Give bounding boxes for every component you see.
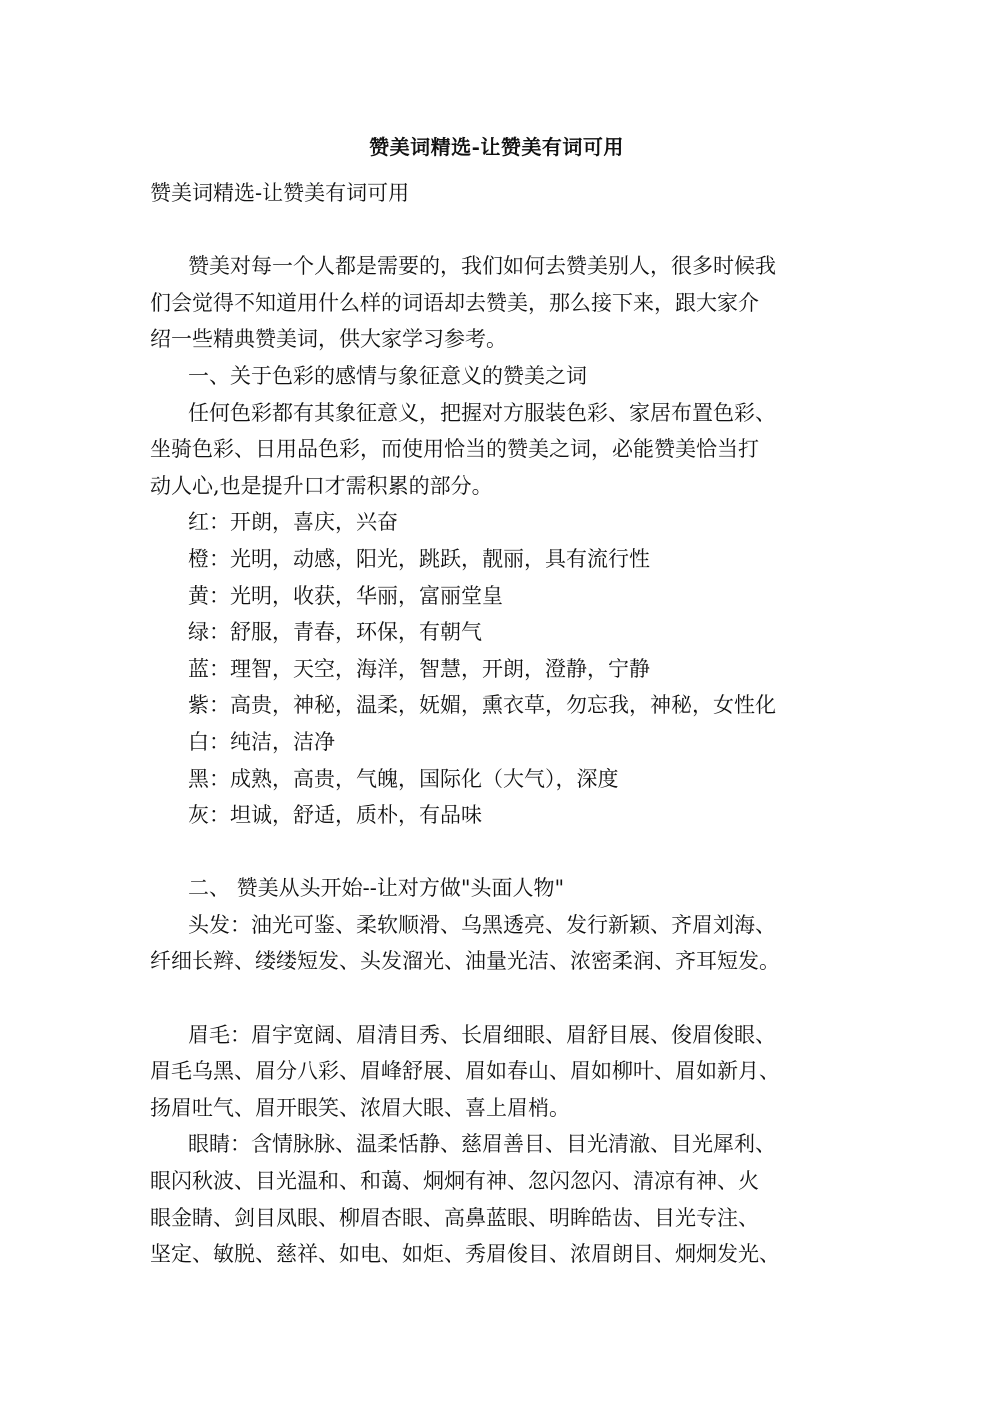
- color-item-purple: 紫：高贵，神秘，温柔，妩媚，熏衣草，勿忘我，神秘，女性化: [188, 693, 776, 718]
- color-item-blue: 蓝：理智，天空，海洋，智慧，开朗，澄静，宁静: [188, 656, 650, 681]
- hair-line: 纤细长辫、缕缕短发、头发溜光、油量光洁、浓密柔润、齐耳短发。: [150, 949, 780, 974]
- color-item-white: 白：纯洁，洁净: [188, 729, 335, 754]
- section1-para-line: 坐骑色彩、日用品色彩，而使用恰当的赞美之词，必能赞美恰当打: [150, 437, 759, 462]
- eyes-line: 坚定、敏脱、慈祥、如电、如炬、秀眉俊目、浓眉朗目、炯炯发光、: [150, 1242, 780, 1267]
- color-item-black: 黑：成熟，高贵，气魄，国际化（大气），深度: [188, 766, 619, 791]
- color-item-yellow: 黄：光明，收获，华丽，富丽堂皇: [188, 583, 503, 608]
- color-item-red: 红：开朗，喜庆，兴奋: [188, 510, 398, 535]
- blank-line: [150, 212, 840, 249]
- section1-para-line: 任何色彩都有其象征意义，把握对方服装色彩、家居布置色彩、: [188, 400, 776, 425]
- hair-line: 头发：油光可鉴、柔软顺滑、乌黑透亮、发行新颖、齐眉刘海、: [188, 912, 776, 937]
- intro-line: 们会觉得不知道用什么样的词语却去赞美，那么接下来，跟大家介: [150, 290, 759, 315]
- color-item-gray: 灰：坦诚，舒适，质朴，有品味: [188, 803, 482, 828]
- document-subtitle: 赞美词精选-让赞美有词可用: [150, 181, 410, 205]
- color-item-green: 绿：舒服，青春，环保，有朝气: [188, 620, 482, 645]
- eyebrows-line: 扬眉吐气、眉开眼笑、浓眉大眼、喜上眉梢。: [150, 1095, 570, 1120]
- eyebrows-line: 眉毛：眉宇宽阔、眉清目秀、长眉细眼、眉舒目展、俊眉俊眼、: [188, 1022, 776, 1047]
- eyes-line: 眼闪秋波、目光温和、和蔼、炯炯有神、忽闪忽闪、清凉有神、火: [150, 1169, 759, 1194]
- section2-heading: 二、 赞美从头开始--让对方做"头面人物": [188, 876, 565, 901]
- blank-line: [150, 834, 840, 871]
- color-item-orange: 橙：光明，动感，阳光，跳跃，靓丽，具有流行性: [188, 546, 650, 571]
- blank-line: [150, 980, 840, 1017]
- eyebrows-line: 眉毛乌黑、眉分八彩、眉峰舒展、眉如春山、眉如柳叶、眉如新月、: [150, 1059, 780, 1084]
- document-title: 赞美词精选-让赞美有词可用: [369, 135, 624, 159]
- intro-line: 绍一些精典赞美词，供大家学习参考。: [150, 327, 507, 352]
- intro-line: 赞美对每一个人都是需要的，我们如何去赞美别人，很多时候我: [188, 254, 776, 279]
- eyes-line: 眼金睛、剑目凤眼、柳眉杏眼、高鼻蓝眼、明眸皓齿、目光专注、: [150, 1205, 759, 1230]
- section1-heading: 一、关于色彩的感情与象征意义的赞美之词: [188, 363, 587, 388]
- section1-para-line: 动人心,也是提升口才需积累的部分。: [150, 473, 493, 498]
- document-body: [150, 175, 840, 1273]
- eyes-line: 眼睛：含情脉脉、温柔恬静、慈眉善目、目光清澈、目光犀利、: [188, 1132, 776, 1157]
